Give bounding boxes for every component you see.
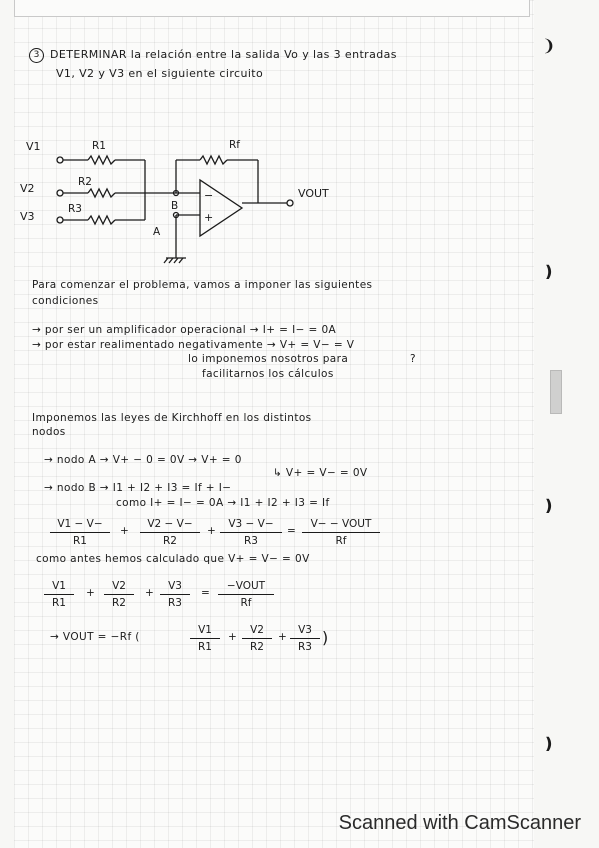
v2-terminal	[57, 190, 63, 196]
eq2-term2-den: R2	[112, 597, 126, 609]
final-term3-num: V3	[298, 624, 312, 636]
v3-label: V3	[20, 210, 35, 223]
rf-label: Rf	[229, 139, 240, 151]
node-a-equation-2: ↳ V+ = V− = 0V	[273, 467, 368, 479]
margin-mark: ❫	[542, 262, 556, 281]
eq1-equals: =	[287, 525, 297, 537]
final-term1	[190, 624, 220, 653]
final-term2-den: R2	[250, 641, 264, 653]
eq1-term1-num: V1 − V−	[57, 518, 103, 530]
v2-label: V2	[20, 182, 35, 195]
node-b-equation-2: como I+ = I− = 0A → I1 + I2 + I3 = If	[116, 497, 330, 509]
intro-line1: Para comenzar el problema, vamos a imponer las siguientes	[32, 279, 373, 291]
final-term2	[242, 624, 272, 653]
eq2-term3	[160, 580, 190, 609]
r3-resistor	[88, 216, 115, 224]
final-term1-den: R1	[198, 641, 212, 653]
margin-mark: ❫	[542, 496, 556, 515]
como-antes-line: como antes hemos calculado que V+ = V− = 0V	[36, 553, 310, 565]
eq1-term3-num: V3 − V−	[228, 518, 274, 530]
vout-terminal	[287, 200, 293, 206]
final-prefix: → VOUT = −Rf (	[50, 631, 140, 643]
margin-mark: ❩	[542, 36, 556, 55]
v1-label: V1	[26, 140, 41, 153]
problem-title-line2: V1, V2 y V3 en el siguiente circuito	[56, 67, 264, 80]
r1-label: R1	[92, 140, 106, 152]
problem-title-line1: DETERMINAR la relación entre la salida Vo y las 3 entradas	[50, 48, 397, 61]
final-term2-num: V2	[250, 624, 264, 636]
r1-resistor	[88, 156, 115, 164]
eq1-op2: +	[207, 525, 217, 537]
node-a-equation: → nodo A → V+ − 0 = 0V → V+ = 0	[44, 454, 242, 466]
eq2-term3-num: V3	[168, 580, 182, 592]
node-a-label: A	[153, 226, 161, 238]
eq1-term4	[302, 518, 380, 547]
camscanner-watermark: Scanned with CamScanner	[338, 812, 581, 834]
condition-4: facilitarnos los cálculos	[202, 368, 334, 380]
eq2-equals: =	[201, 587, 211, 599]
side-tab	[550, 370, 562, 414]
eq2-term3-den: R3	[168, 597, 182, 609]
eq2-op1: +	[86, 587, 96, 599]
eq1-term3	[220, 518, 282, 547]
eq2-term2	[104, 580, 134, 609]
plus-input-label: +	[204, 211, 214, 224]
r2-label: R2	[78, 176, 92, 188]
r3-label: R3	[68, 203, 82, 215]
kirchhoff-line1: Imponemos las leyes de Kirchhoff en los distintos	[32, 412, 312, 424]
intro-line2: condiciones	[32, 295, 99, 307]
eq2-op2: +	[145, 587, 155, 599]
vout-label: VOUT	[298, 187, 329, 200]
eq2-term4-num: −VOUT	[226, 580, 266, 592]
final-suffix: )	[322, 628, 329, 647]
final-term1-num: V1	[198, 624, 212, 636]
eq1-op1: +	[120, 525, 130, 537]
eq2-term4-den: Rf	[240, 597, 252, 609]
eq1-term1	[50, 518, 110, 547]
eq2-term1	[44, 580, 74, 609]
minus-input-label: −	[204, 189, 214, 202]
condition-3: lo imponemos nosotros para	[188, 353, 349, 365]
eq2-term1-den: R1	[52, 597, 66, 609]
condition-1: → por ser un amplificador operacional → I+ = I− = 0A	[32, 324, 337, 336]
eq1-term2-num: V2 − V−	[147, 518, 193, 530]
node-b-equation: → nodo B → I1 + I2 + I3 = If + I−	[44, 482, 232, 494]
eq1-term1-den: R1	[73, 535, 87, 547]
rf-resistor	[200, 156, 227, 164]
eq2-term1-num: V1	[52, 580, 66, 592]
problem-number: 3	[29, 48, 44, 63]
eq1-term3-den: R3	[244, 535, 258, 547]
condition-2: → por estar realimentado negativamente → V+ = V− = V	[32, 339, 355, 351]
v1-terminal	[57, 157, 63, 163]
final-op1: +	[228, 631, 238, 643]
eq1-term2	[140, 518, 200, 547]
final-op2: +	[278, 631, 288, 643]
eq1-term4-den: Rf	[335, 535, 347, 547]
eq1-term4-num: V− − VOUT	[310, 518, 372, 530]
r2-resistor	[88, 189, 115, 197]
eq2-term4	[218, 580, 274, 609]
condition-3-mark: ?	[410, 353, 416, 365]
v3-terminal	[57, 217, 63, 223]
final-term3-den: R3	[298, 641, 312, 653]
eq1-term2-den: R2	[163, 535, 177, 547]
node-b-label: B	[171, 200, 179, 212]
kirchhoff-line2: nodos	[32, 426, 66, 438]
margin-mark: ❫	[542, 734, 556, 753]
circuit-diagram	[0, 0, 599, 300]
eq2-term2-num: V2	[112, 580, 126, 592]
final-term3	[290, 624, 320, 653]
